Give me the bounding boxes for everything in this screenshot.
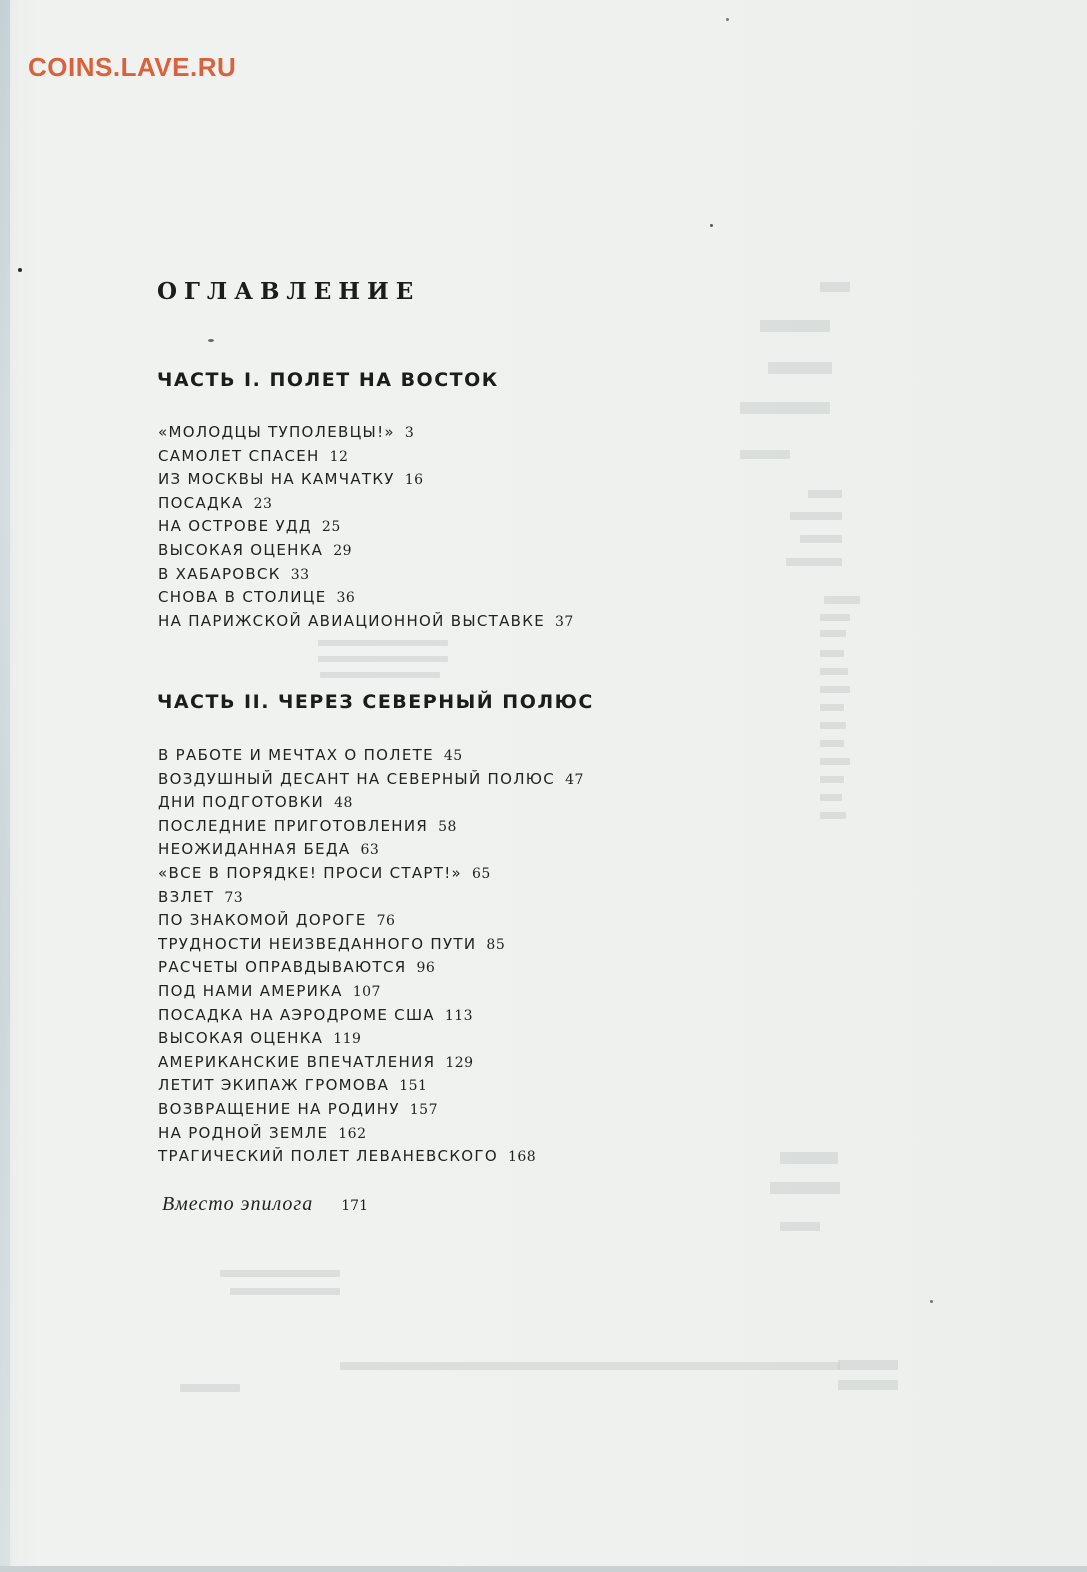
toc-entry — [158, 933, 584, 957]
toc-entry — [158, 1051, 584, 1075]
entry-title: ПО ЗНАКОМОЙ ДОРОГЕ — [158, 911, 367, 930]
entry-page-number: 157 — [409, 1101, 438, 1118]
entry-page-number: 29 — [333, 542, 353, 559]
toc-entry — [158, 539, 574, 563]
entry-title: ПОСАДКА — [158, 493, 244, 512]
entry-title: «МОЛОДЦЫ ТУПОЛЕВЦЫ!» — [158, 423, 395, 441]
entry-page-number: 76 — [376, 913, 396, 930]
toc-entry — [158, 956, 584, 980]
entry-page-number: 58 — [438, 818, 457, 835]
entry-page-number: 129 — [445, 1054, 474, 1071]
speck — [208, 339, 214, 342]
entry-page-number: 33 — [290, 566, 310, 583]
entry-title: ВЗЛЕТ — [158, 887, 215, 906]
entry-page-number: 48 — [334, 795, 353, 812]
speck — [930, 1300, 933, 1303]
speck — [18, 268, 22, 272]
entry-title: ПОД НАМИ АМЕРИКА — [158, 981, 343, 1000]
entry-page-number: 65 — [472, 865, 491, 882]
entry-page-number: 3 — [404, 425, 415, 441]
entry-title: ПОСЛЕДНИЕ ПРИГОТОВЛЕНИЯ — [158, 816, 429, 835]
toc-entry — [158, 862, 584, 886]
entry-page-number: 107 — [352, 983, 381, 1000]
part-1-entry-list — [158, 421, 574, 633]
toc-entry — [158, 1145, 584, 1169]
entry-title: ДНИ ПОДГОТОВКИ — [158, 793, 325, 812]
toc-entry — [158, 468, 574, 492]
entry-title: САМОЛЕТ СПАСЕН — [158, 446, 320, 465]
part-2-entry-list — [158, 744, 584, 1169]
entry-title: ТРУДНОСТИ НЕИЗВЕДАННОГО ПУТИ — [158, 934, 477, 953]
entry-title: ЛЕТИТ ЭКИПАЖ ГРОМОВА — [158, 1076, 390, 1095]
toc-entry — [158, 563, 574, 587]
entry-title: ВЫСОКАЯ ОЦЕНКА — [158, 1029, 324, 1048]
toc-entry — [158, 1122, 584, 1146]
toc-entry — [158, 815, 584, 839]
entry-title: ВЫСОКАЯ ОЦЕНКА — [158, 540, 324, 559]
entry-title: АМЕРИКАНСКИЕ ВПЕЧАТЛЕНИЯ — [158, 1052, 436, 1071]
toc-entry — [158, 1098, 584, 1122]
entry-page-number: 151 — [399, 1078, 428, 1095]
entry-page-number: 23 — [253, 495, 273, 512]
toc-entry — [158, 1004, 584, 1028]
entry-title: ВОЗВРАЩЕНИЕ НА РОДИНУ — [158, 1099, 400, 1118]
entry-page-number: 85 — [486, 936, 506, 953]
page-left-edge-shadow — [0, 0, 10, 1572]
toc-entry — [158, 1074, 584, 1098]
speck — [726, 18, 729, 21]
toc-entry — [158, 492, 574, 516]
toc-title: ОГЛАВЛЕНИЕ — [157, 278, 421, 305]
entry-page-number: 73 — [224, 889, 244, 906]
toc-entry — [158, 1027, 584, 1051]
entry-title: ПОСАДКА НА АЭРОДРОМЕ США — [158, 1005, 435, 1024]
page-bottom-edge — [0, 1566, 1087, 1572]
speck — [710, 224, 713, 227]
entry-title: СНОВА В СТОЛИЦЕ — [158, 588, 327, 607]
toc-epilogue-entry — [162, 1193, 368, 1216]
toc-entry — [158, 445, 574, 469]
epilogue-title: Вместо эпилога — [162, 1193, 314, 1215]
entry-title: НА ОСТРОВЕ УДД — [158, 517, 312, 536]
entry-page-number: 37 — [555, 613, 574, 630]
entry-title: ТРАГИЧЕСКИЙ ПОЛЕТ ЛЕВАНЕВСКОГО — [158, 1147, 498, 1166]
toc-entry — [158, 515, 574, 539]
entry-page-number: 36 — [336, 590, 356, 607]
entry-title: НА ПАРИЖСКОЙ АВИАЦИОННОЙ ВЫСТАВКЕ — [158, 611, 545, 630]
entry-page-number: 63 — [360, 842, 380, 859]
entry-page-number: 25 — [321, 519, 341, 536]
entry-page-number: 119 — [333, 1031, 362, 1048]
toc-entry — [158, 744, 584, 768]
entry-page-number: 162 — [338, 1125, 367, 1142]
epilogue-page-number: 171 — [341, 1198, 368, 1214]
part-2-heading: ЧАСТЬ II. ЧЕРЕЗ СЕВЕРНЫЙ ПОЛЮС — [157, 691, 594, 713]
toc-entry — [158, 980, 584, 1004]
toc-entry — [158, 610, 574, 634]
entry-title: НА РОДНОЙ ЗЕМЛЕ — [158, 1123, 329, 1142]
toc-entry — [158, 586, 574, 610]
entry-title: «ВСЕ В ПОРЯДКЕ! ПРОСИ СТАРТ!» — [158, 863, 463, 882]
entry-page-number: 96 — [416, 960, 436, 977]
entry-page-number: 113 — [444, 1007, 474, 1024]
toc-entry — [158, 791, 584, 815]
toc-entry — [158, 909, 584, 933]
entry-title: РАСЧЕТЫ ОПРАВДЫВАЮТСЯ — [158, 958, 407, 977]
entry-title: В РАБОТЕ И МЕЧТАХ О ПОЛЕТЕ — [158, 746, 434, 764]
entry-page-number: 16 — [404, 472, 424, 489]
watermark: COINS.LAVE.RU — [28, 52, 237, 82]
entry-title: НЕОЖИДАННАЯ БЕДА — [158, 840, 351, 859]
entry-title: ВОЗДУШНЫЙ ДЕСАНТ НА СЕВЕРНЫЙ ПОЛЮС — [158, 769, 556, 788]
entry-page-number: 45 — [443, 748, 463, 764]
toc-entry — [158, 886, 584, 910]
toc-entry — [158, 421, 574, 445]
entry-page-number: 168 — [507, 1149, 537, 1166]
toc-entry — [158, 838, 584, 862]
toc-entry — [158, 768, 584, 792]
entry-page-number: 12 — [329, 448, 349, 465]
entry-page-number: 47 — [565, 771, 584, 788]
entry-title: В ХАБАРОВСК — [158, 564, 281, 583]
part-1-heading: ЧАСТЬ I. ПОЛЕТ НА ВОСТОК — [157, 369, 499, 391]
entry-title: ИЗ МОСКВЫ НА КАМЧАТКУ — [158, 470, 395, 489]
